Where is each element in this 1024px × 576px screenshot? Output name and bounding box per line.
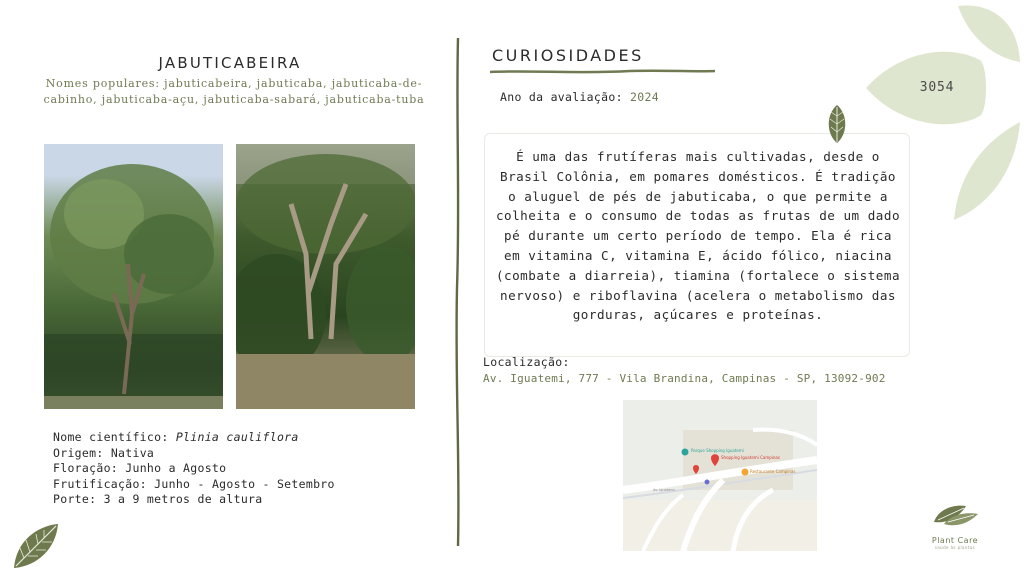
fruiting-label: Frutificação: — [53, 476, 147, 491]
location-map[interactable] — [623, 400, 817, 551]
evaluation-year — [500, 90, 659, 104]
plant-code-badge: 3054 — [919, 80, 955, 95]
flowering-label: Floração: — [53, 461, 119, 476]
scientific-name-value: Plinia cauliflora — [175, 430, 299, 444]
size-value: 3 a 9 metros de altura — [103, 492, 263, 507]
map-label-road: Av. Iguatemi — [653, 488, 675, 492]
tree-photo-1 — [44, 144, 223, 409]
origin-value: Nativa — [110, 445, 155, 460]
leaf-icon — [826, 104, 848, 144]
map-pin-transit-icon — [705, 480, 710, 485]
map-label-mall: Shopping Iguatemi Campinas — [721, 455, 780, 460]
size-label: Porte: — [53, 492, 97, 507]
map-pin-park-icon — [682, 449, 689, 456]
column-divider — [454, 38, 462, 546]
flowering-row — [53, 461, 413, 477]
size-row — [53, 492, 413, 508]
plant-facts — [53, 430, 413, 508]
curiosities-text: É uma das frutíferas mais cultivadas, desde o Brasil Colônia, em pomares domésticos. É tradição o aluguel de pés de jabuticaba, o que permite a colheita e o consumo de todas as frutas de um dado pé durante um certo período de tempo. Ela é rica em vitamina C, vitamina E, ácido fólico, niacina (combate a diarreia), tiamina (fortalece o sistema nervoso) e riboflavina (acelera o metabolismo das gorduras, açúcares e proteínas. — [495, 149, 901, 323]
brand-logo — [922, 500, 988, 550]
fruiting-row — [53, 477, 413, 493]
popular-names — [36, 76, 432, 108]
plant-name-title: JABUTICABEIRA — [158, 54, 302, 72]
brand-tagline: saúde às plantas — [934, 545, 976, 550]
title-underline — [490, 68, 715, 76]
decorative-leaves-icon — [860, 0, 1024, 230]
scientific-name-label: Nome científico: — [53, 430, 169, 444]
map-label-restaurant: Restaurante Campinas — [750, 469, 796, 474]
plant-care-logo-icon — [930, 500, 980, 530]
map-label-park: Parque Shopping Iguatemi — [691, 448, 744, 453]
flowering-value: Junho a Agosto — [125, 461, 227, 476]
origin-row — [53, 446, 413, 462]
leaf-decoration-icon — [10, 522, 60, 570]
scientific-name-row — [53, 430, 413, 446]
tree-photo-2 — [236, 144, 415, 409]
origin-label: Origem: — [53, 445, 104, 460]
evaluation-year-value: 2024 — [630, 90, 659, 104]
location-label: Localização: — [483, 355, 570, 369]
map-pin-restaurant-icon — [742, 469, 749, 476]
curiosities-title: CURIOSIDADES — [492, 46, 644, 65]
location-address[interactable]: Av. Iguatemi, 777 - Vila Brandina, Campinas - SP, 13092-902 — [483, 372, 886, 385]
popular-names-label: Nomes populares: — [45, 77, 160, 90]
popular-names-value: jabuticabeira, jabuticaba, jabuticaba-de-cabinho, jabuticaba-açu, jabuticaba-sabará, jabuticaba-tuba — [43, 77, 425, 106]
evaluation-year-label: Ano da avaliação: — [500, 90, 623, 104]
brand-name: Plant Care — [931, 536, 979, 545]
fruiting-value: Junho - Agosto - Setembro — [154, 476, 335, 491]
